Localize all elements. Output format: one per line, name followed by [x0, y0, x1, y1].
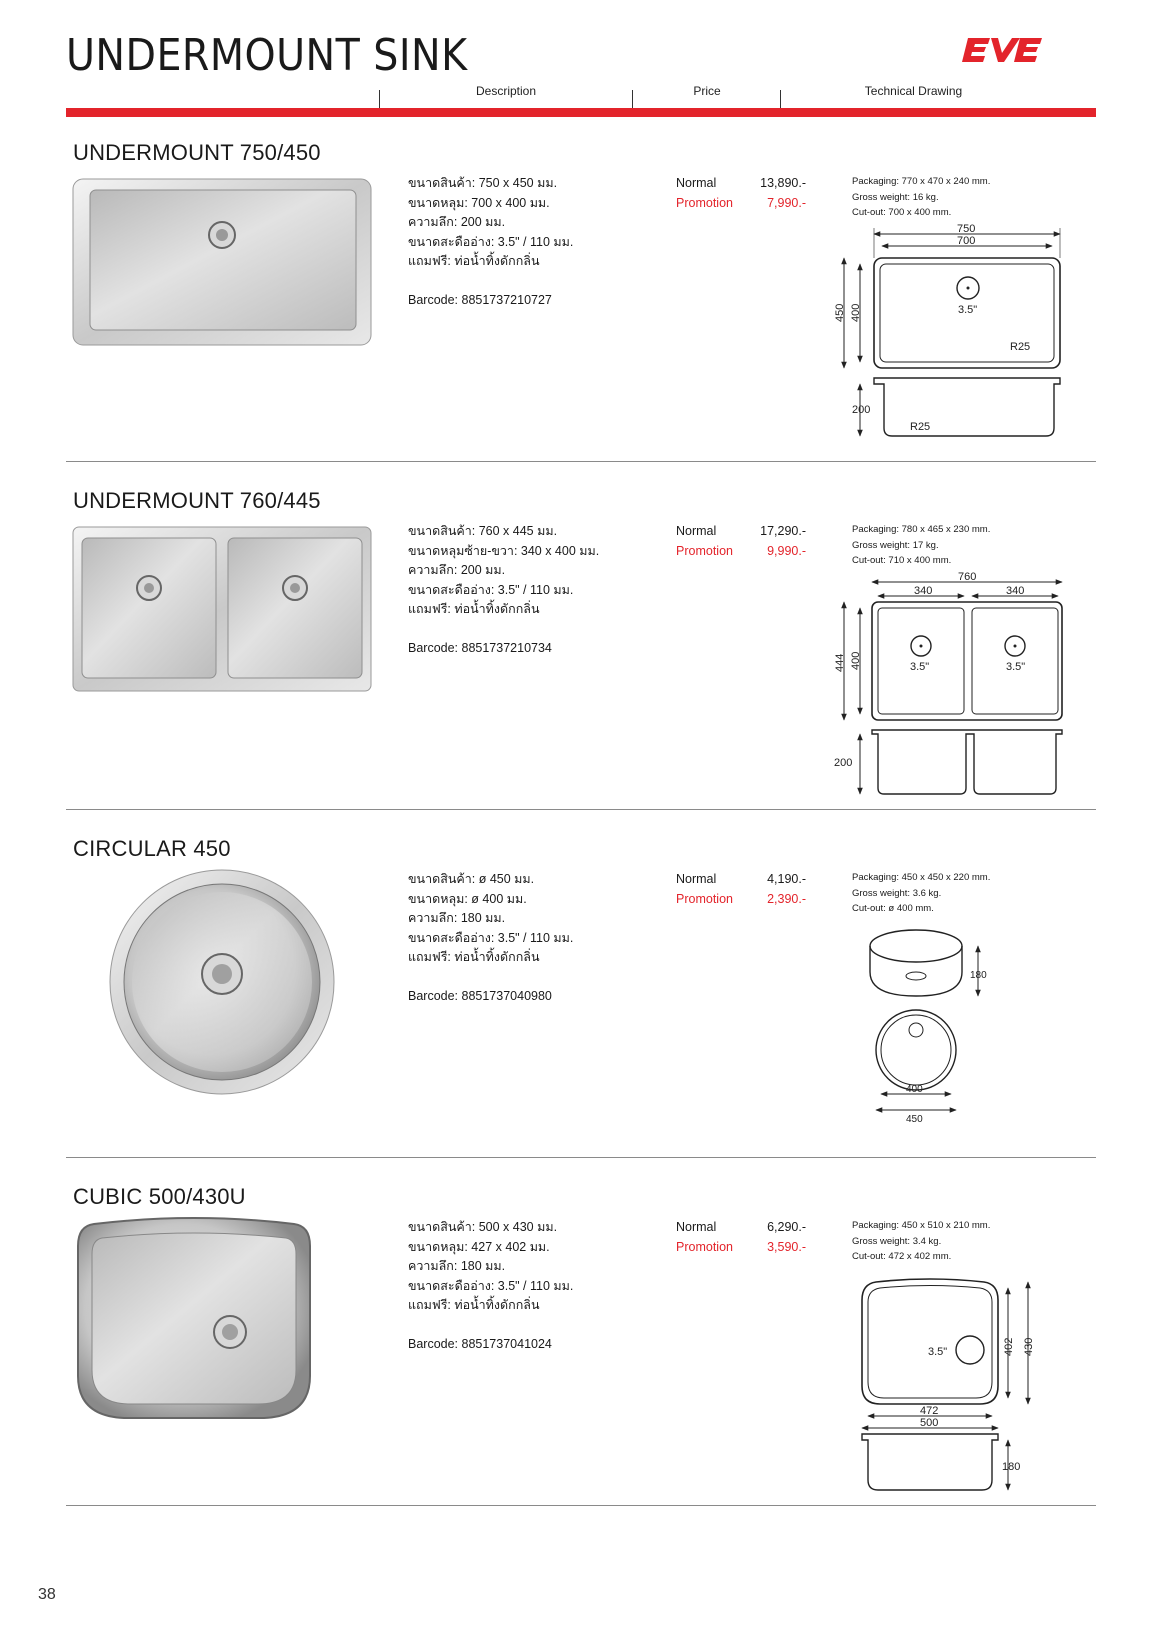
barcode: Barcode: 8851737210727: [408, 292, 552, 307]
desc-free-gift: แถมฟรี: ท่อน้ำทิ้งดักกลิ่น: [408, 1298, 540, 1312]
desc-depth: ความลึก: 200 มม.: [408, 215, 506, 229]
dim-depth: 180: [970, 970, 987, 981]
dim-drain-left: 3.5": [910, 661, 930, 673]
desc-drain: ขนาดสะดืออ่าง: 3.5" / 110 มม.: [408, 1278, 574, 1293]
page-number: 38: [38, 1586, 56, 1603]
section-divider: [66, 1505, 1096, 1506]
promotion-label: Promotion: [676, 543, 733, 558]
sink-photo: [74, 1216, 314, 1424]
promotion-price: 9,990.-: [767, 543, 806, 558]
gross-weight: Gross weight: 17 kg.: [852, 539, 939, 551]
desc-bowl: ขนาดหลุม: ø 400 มม.: [408, 891, 527, 906]
packaging-size: Packaging: 780 x 465 x 230 mm.: [852, 524, 991, 535]
normal-label: Normal: [676, 1220, 717, 1234]
product-circular-450: [66, 818, 1096, 1158]
column-technical-drawing: Technical Drawing: [864, 84, 963, 98]
barcode: Barcode: 8851737041024: [408, 1336, 552, 1351]
section-divider: [66, 1157, 1096, 1158]
dim-radius: R25: [1010, 341, 1031, 353]
desc-bowl: ขนาดหลุม: 700 x 400 มม.: [408, 195, 550, 210]
product-undermount-760-445: [66, 470, 1096, 810]
dim-drain: 3.5": [958, 304, 978, 316]
dim-outer-width: 750: [957, 223, 976, 235]
dim-outer-height: 430: [1023, 1337, 1035, 1356]
dim-outer-height: 444: [834, 653, 846, 672]
dim-bowl-right: 340: [1006, 585, 1025, 597]
product-cubic-500-430u: [66, 1166, 1096, 1506]
packaging-info: [852, 522, 990, 569]
packaging-info: [852, 1218, 990, 1265]
normal-label: Normal: [676, 176, 717, 190]
product-description: [408, 870, 573, 1006]
dim-inner-height: 400: [850, 303, 862, 322]
desc-drain: ขนาดสะดืออ่าง: 3.5" / 110 มม.: [408, 234, 574, 249]
desc-size: ขนาดสินค้า: 500 x 430 มม.: [408, 1220, 558, 1234]
normal-label: Normal: [676, 872, 717, 886]
packaging-size: Packaging: 770 x 470 x 240 mm.: [852, 176, 991, 187]
desc-free-gift: แถมฟรี: ท่อน้ำทิ้งดักกลิ่น: [408, 602, 540, 616]
desc-depth: ความลึก: 200 มม.: [408, 563, 506, 577]
cut-out: Cut-out: ø 400 mm.: [852, 903, 934, 914]
column-description: Description: [475, 84, 537, 98]
product-description: [408, 1218, 573, 1354]
technical-drawing: [830, 570, 1070, 802]
promotion-label: Promotion: [676, 1239, 733, 1254]
dim-inner-width: 472: [920, 1405, 939, 1417]
price-block: [676, 1218, 806, 1257]
packaging-info: [852, 174, 990, 221]
product-name: CUBIC 500/430U: [73, 1184, 246, 1209]
packaging-size: Packaging: 450 x 510 x 210 mm.: [852, 1220, 991, 1231]
product-name: CIRCULAR 450: [73, 836, 231, 861]
normal-label: Normal: [676, 524, 717, 538]
price-block: [676, 870, 806, 909]
dim-depth: 180: [1002, 1461, 1021, 1473]
gross-weight: Gross weight: 3.4 kg.: [852, 1235, 942, 1247]
dim-depth: 200: [834, 757, 853, 769]
desc-drain: ขนาดสะดืออ่าง: 3.5" / 110 มม.: [408, 582, 574, 597]
barcode: Barcode: 8851737040980: [408, 988, 552, 1003]
eve-logo: [960, 36, 1044, 64]
desc-free-gift: แถมฟรี: ท่อน้ำทิ้งดักกลิ่น: [408, 950, 540, 964]
dim-outer-height: 450: [834, 303, 846, 322]
gross-weight: Gross weight: 3.6 kg.: [852, 887, 942, 899]
normal-price: 13,890.-: [760, 176, 806, 190]
dim-drain-right: 3.5": [1006, 661, 1026, 673]
barcode: Barcode: 8851737210734: [408, 640, 552, 655]
desc-size: ขนาดสินค้า: 760 x 445 มม.: [408, 524, 558, 538]
sink-photo: [72, 526, 372, 694]
price-block: [676, 174, 806, 213]
dim-drain: 3.5": [928, 1346, 948, 1358]
promotion-label: Promotion: [676, 195, 733, 210]
normal-price: 17,290.-: [760, 524, 806, 538]
column-header-row: [66, 84, 1096, 106]
promotion-label: Promotion: [676, 891, 733, 906]
normal-price: 4,190.-: [767, 872, 806, 886]
technical-drawing: [856, 1270, 1056, 1502]
section-divider: [66, 809, 1096, 810]
product-undermount-750-450: [66, 122, 1096, 462]
desc-drain: ขนาดสะดืออ่าง: 3.5" / 110 มม.: [408, 930, 574, 945]
cut-out: Cut-out: 710 x 400 mm.: [852, 555, 952, 566]
dim-inner-width: 700: [957, 235, 976, 247]
header-red-bar: [66, 108, 1096, 117]
dim-radius-bottom: R25: [910, 421, 931, 433]
technical-drawing: [866, 926, 1026, 1152]
price-block: [676, 522, 806, 561]
desc-size: ขนาดสินค้า: ø 450 มม.: [408, 872, 535, 886]
dim-inner-height: 402: [1003, 1337, 1015, 1356]
dim-bowl-left: 340: [914, 585, 933, 597]
dim-depth: 200: [852, 404, 871, 416]
dim-outer-width: 500: [920, 1417, 939, 1429]
desc-size: ขนาดสินค้า: 750 x 450 มม.: [408, 176, 558, 190]
gross-weight: Gross weight: 16 kg.: [852, 191, 939, 203]
packaging-size: Packaging: 450 x 450 x 220 mm.: [852, 872, 991, 883]
dim-inner-diameter: 400: [906, 1084, 923, 1095]
section-divider: [66, 461, 1096, 462]
desc-bowl: ขนาดหลุม: 427 x 402 มม.: [408, 1239, 550, 1254]
cut-out: Cut-out: 700 x 400 mm.: [852, 207, 952, 218]
page-title: UNDERMOUNT SINK: [66, 30, 468, 81]
desc-bowl: ขนาดหลุมซ้าย-ขวา: 340 x 400 มม.: [408, 543, 600, 558]
product-description: [408, 174, 573, 310]
promotion-price: 3,590.-: [767, 1239, 806, 1254]
product-name: UNDERMOUNT 760/445: [73, 488, 321, 513]
product-description: [408, 522, 599, 658]
desc-free-gift: แถมฟรี: ท่อน้ำทิ้งดักกลิ่น: [408, 254, 540, 268]
desc-depth: ความลึก: 180 มม.: [408, 911, 506, 925]
dim-outer-width: 760: [958, 571, 977, 583]
sink-photo: [72, 868, 372, 1098]
sink-photo: [72, 178, 372, 346]
packaging-info: [852, 870, 990, 917]
promotion-price: 7,990.-: [767, 195, 806, 210]
product-name: UNDERMOUNT 750/450: [73, 140, 321, 165]
technical-drawing: [830, 222, 1070, 454]
cut-out: Cut-out: 472 x 402 mm.: [852, 1251, 952, 1262]
dim-outer-diameter: 450: [906, 1114, 923, 1125]
dim-inner-height: 400: [850, 651, 862, 670]
desc-depth: ความลึก: 180 มม.: [408, 1259, 506, 1273]
normal-price: 6,290.-: [767, 1220, 806, 1234]
column-price: Price: [693, 84, 721, 98]
promotion-price: 2,390.-: [767, 891, 806, 906]
